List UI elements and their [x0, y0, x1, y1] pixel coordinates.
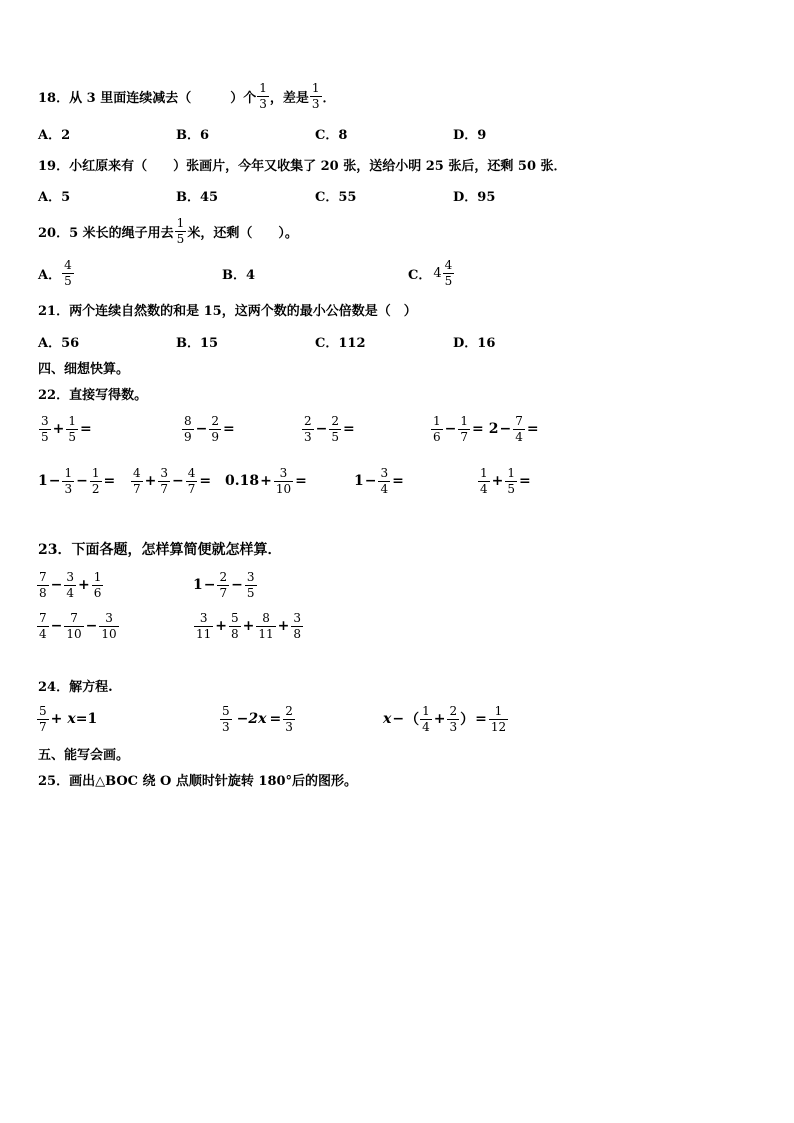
q25-stem: 25．画出△BOC 绕 O 点顺时针旋转 180°后的图形。 [38, 773, 358, 789]
q22-expr-5: 1 − $\frac{1}{3}$ − $\frac{1}{2}$ = [38, 465, 116, 496]
q21-option-b: B．15 [176, 335, 219, 351]
fraction: $\frac{1}{4}$ [422, 703, 430, 734]
fraction: $\frac{3}{5}$ [246, 569, 255, 600]
fraction: $\frac{1}{12}$ [490, 703, 507, 734]
q24-title: 24．解方程. [38, 679, 113, 695]
fraction: $\frac{4}{7}$ [133, 465, 141, 496]
fraction: $\frac{3}{10}$ [275, 465, 292, 496]
q19-option-c: C．55 [315, 189, 357, 205]
fraction: $\frac{3}{11}$ [196, 610, 212, 641]
fraction: $\frac{1}{5}$ [68, 413, 77, 444]
fraction: $\frac{1}{7}$ [460, 413, 469, 444]
fraction: $\frac{2}{3}$ [449, 703, 458, 734]
fraction: $\frac{2}{3}$ [285, 703, 293, 734]
q19-option-a: A．5 [38, 189, 71, 205]
q22-expr-7: 0.18 + $\frac{3}{10}$ = [225, 465, 307, 496]
q18-text-end: ． [322, 90, 336, 106]
fraction: $\frac{1}{3}$ [311, 80, 320, 111]
q22-title: 22．直接写得数。 [38, 387, 148, 403]
q18-text-pre: 从 3 里面连续减去（ ）个 [69, 90, 257, 106]
q20-option-a: A． $\frac{4}{5}$ [38, 257, 72, 288]
fraction: $\frac{5}{8}$ [231, 610, 239, 641]
fraction: $\frac{3}{7}$ [160, 465, 169, 496]
q19-option-d: D．95 [453, 189, 496, 205]
fraction: $\frac{1}{4}$ [480, 465, 488, 496]
fraction: $\frac{2}{3}$ [304, 413, 312, 444]
q19-option-b: B．45 [176, 189, 219, 205]
q24-equation-2: $\frac{5}{3}$ −2x = $\frac{2}{3}$ [222, 703, 293, 734]
fraction: $\frac{7}{4}$ [515, 413, 523, 444]
fraction: $\frac{5}{7}$ [39, 703, 47, 734]
q20-option-b: B．4 [222, 267, 256, 283]
q24-equation-1: $\frac{5}{7}$ + x =1 [39, 703, 98, 734]
fraction: $\frac{3}{4}$ [380, 465, 389, 496]
q24-equation-3: x − （ $\frac{1}{4}$ + $\frac{2}{3}$ ） = $\frac{1}{12}$ [383, 703, 507, 734]
q22-expr-1: $\frac{3}{5}$ + $\frac{1}{5}$ = [41, 413, 92, 444]
fraction: $\frac{8}{9}$ [184, 413, 192, 444]
fraction: $\frac{2}{9}$ [211, 413, 220, 444]
section-5-heading: 五、能写会画。 [38, 747, 130, 763]
q18-number: 18． [38, 90, 70, 106]
q19-stem: 19．小红原来有（ ）张画片，今年又收集了 20 张，送给小明 25 张后，还剩 50 张． [38, 158, 567, 174]
q22-expr-6: $\frac{4}{7}$ + $\frac{3}{7}$ − $\frac{4}{7}$ = [133, 465, 212, 496]
q20-text-pre: 20．5 米长的绳子用去 [38, 225, 174, 241]
fraction: $\frac{7}{10}$ [66, 610, 82, 641]
q18-option-a: A．2 [38, 127, 71, 143]
q22-expr-3: $\frac{2}{3}$ − $\frac{2}{5}$ = [304, 413, 355, 444]
q18-text-mid: ，差是 [269, 90, 309, 106]
fraction: $\frac{1}{5}$ [176, 215, 185, 246]
q20-option-c: C． 4 $\frac{4}{5}$ [408, 257, 453, 288]
q23-expr-1: $\frac{7}{8}$ − $\frac{3}{4}$ + $\frac{1}{6}$ [39, 569, 102, 600]
q20-text-post: 米，还剩（ ）。 [187, 225, 298, 241]
q23-expr-4: $\frac{3}{11}$ + $\frac{5}{8}$ + $\frac{8}{11}$ + $\frac{3}{8}$ [196, 610, 302, 641]
fraction: $\frac{4}{5}$ [444, 257, 453, 288]
fraction: $\frac{1}{2}$ [91, 465, 100, 496]
q22-expr-8: 1 − $\frac{3}{4}$ = [354, 465, 404, 496]
fraction: $\frac{8}{11}$ [258, 610, 274, 641]
q23-expr-3: $\frac{7}{4}$ − $\frac{7}{10}$ − $\frac{3}{10}$ [39, 610, 117, 641]
q21-option-c: C．112 [315, 335, 366, 351]
fraction: $\frac{1}{5}$ [507, 465, 516, 496]
q23-expr-2: 1 − $\frac{2}{7}$ − $\frac{3}{5}$ [193, 569, 255, 600]
fraction: $\frac{3}{8}$ [293, 610, 302, 641]
q18-option-b: B．6 [176, 127, 210, 143]
q20-stem [38, 215, 298, 246]
fraction: $\frac{7}{8}$ [39, 569, 47, 600]
q22-expr-2: $\frac{8}{9}$ − $\frac{2}{9}$ = [184, 413, 235, 444]
q21-option-d: D．16 [453, 335, 496, 351]
fraction: $\frac{1}{6}$ [433, 413, 441, 444]
fraction: $\frac{3}{10}$ [101, 610, 117, 641]
q21-option-a: A．56 [38, 335, 80, 351]
q22-expr-4: $\frac{1}{6}$ − $\frac{1}{7}$ = 2 − $\frac{7}{4}$ = [433, 413, 539, 444]
q22-expr-9: $\frac{1}{4}$ + $\frac{1}{5}$ = [480, 465, 531, 496]
q18-stem [38, 80, 336, 111]
q18-option-c: C．8 [315, 127, 348, 143]
section-4-heading: 四、细想快算。 [38, 361, 130, 377]
q23-title: 23．下面各题，怎样算简便就怎样算． [38, 542, 282, 558]
q21-stem: 21．两个连续自然数的和是 15，这两个数的最小公倍数是（ ） [38, 303, 417, 319]
fraction: $\frac{3}{5}$ [41, 413, 49, 444]
q18-option-d: D．9 [453, 127, 487, 143]
fraction: $\frac{5}{3}$ [222, 703, 230, 734]
fraction: $\frac{2}{5}$ [331, 413, 340, 444]
fraction: $\frac{1}{6}$ [93, 569, 102, 600]
fraction: $\frac{4}{7}$ [187, 465, 196, 496]
fraction: $\frac{3}{4}$ [66, 569, 75, 600]
fraction: $\frac{1}{3}$ [259, 80, 267, 111]
fraction: $\frac{7}{4}$ [39, 610, 47, 641]
fraction: $\frac{2}{7}$ [219, 569, 228, 600]
fraction: $\frac{4}{5}$ [64, 257, 72, 288]
fraction: $\frac{1}{3}$ [64, 465, 73, 496]
